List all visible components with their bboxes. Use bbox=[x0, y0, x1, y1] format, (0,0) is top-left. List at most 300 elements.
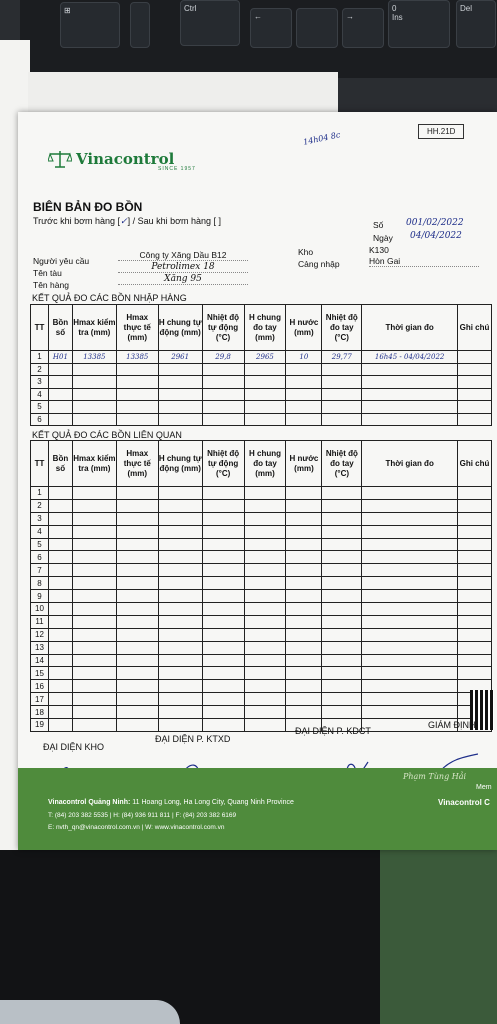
table-cell: 18 bbox=[31, 706, 49, 719]
footer-company bbox=[48, 799, 294, 806]
table-cell bbox=[322, 680, 362, 693]
table-cell bbox=[458, 667, 492, 680]
table-cell bbox=[72, 499, 116, 512]
table-cell: 15 bbox=[31, 667, 49, 680]
date-value: 04/04/2022 bbox=[410, 231, 462, 241]
table-cell bbox=[72, 590, 116, 603]
handwritten-time: 14h04 8c bbox=[302, 130, 342, 147]
goods-label: Tên hàng bbox=[33, 280, 69, 290]
table-cell bbox=[244, 590, 286, 603]
table-cell bbox=[458, 615, 492, 628]
table-cell: 29,77 bbox=[322, 351, 362, 364]
table-cell bbox=[202, 654, 244, 667]
table-cell bbox=[202, 603, 244, 616]
table-cell bbox=[286, 487, 322, 500]
table-row bbox=[31, 680, 492, 693]
col-header: Hmax thực tế (mm) bbox=[116, 441, 158, 487]
table-cell bbox=[244, 719, 286, 732]
table-cell bbox=[286, 388, 322, 401]
after-label: ] / Sau khi bơm hàng [ ] bbox=[127, 216, 222, 226]
table-cell bbox=[202, 615, 244, 628]
table-cell bbox=[362, 401, 458, 414]
table-row bbox=[31, 525, 492, 538]
footer-web: E: nvth_qn@vinacontrol.com.vn | W: www.vinacontrol.com.vn bbox=[48, 824, 225, 831]
table-header bbox=[31, 441, 492, 487]
table-cell bbox=[362, 499, 458, 512]
table-cell bbox=[458, 590, 492, 603]
table-cell: 29,8 bbox=[202, 351, 244, 364]
table-row bbox=[31, 512, 492, 525]
windows-icon: ⊞ bbox=[64, 6, 71, 15]
table-cell bbox=[286, 401, 322, 414]
table-cell bbox=[202, 667, 244, 680]
table-cell bbox=[48, 641, 72, 654]
table-cell bbox=[48, 487, 72, 500]
table-cell bbox=[116, 577, 158, 590]
table-cell bbox=[322, 603, 362, 616]
table-cell bbox=[158, 487, 202, 500]
related-tanks-table bbox=[30, 440, 492, 732]
key-label: Ins bbox=[392, 13, 403, 22]
table-cell bbox=[116, 693, 158, 706]
table-cell bbox=[72, 680, 116, 693]
col-header: Bồn số bbox=[48, 441, 72, 487]
table-row bbox=[31, 564, 492, 577]
table-cell bbox=[116, 363, 158, 376]
table-cell bbox=[322, 628, 362, 641]
table-cell bbox=[72, 401, 116, 414]
col-header: Bồn số bbox=[48, 305, 72, 351]
table-cell bbox=[457, 351, 491, 364]
table-cell: 4 bbox=[31, 388, 49, 401]
table-cell bbox=[72, 615, 116, 628]
table-cell bbox=[322, 499, 362, 512]
table-cell bbox=[116, 499, 158, 512]
table-cell bbox=[244, 551, 286, 564]
table-cell bbox=[72, 577, 116, 590]
table-cell bbox=[286, 564, 322, 577]
ship-label: Tên tàu bbox=[33, 268, 62, 278]
table-cell bbox=[202, 538, 244, 551]
col-header: H nước (mm) bbox=[286, 441, 322, 487]
table-cell bbox=[158, 628, 202, 641]
table-cell bbox=[158, 654, 202, 667]
table-cell bbox=[158, 615, 202, 628]
table-row bbox=[31, 615, 492, 628]
table-cell bbox=[116, 388, 158, 401]
table-cell: 5 bbox=[31, 401, 49, 414]
table-cell: 13385 bbox=[116, 351, 158, 364]
table-cell bbox=[457, 388, 491, 401]
table-cell bbox=[158, 590, 202, 603]
table-cell bbox=[362, 538, 458, 551]
table-cell bbox=[72, 512, 116, 525]
table-cell bbox=[158, 538, 202, 551]
table-cell bbox=[202, 680, 244, 693]
table-cell bbox=[158, 706, 202, 719]
table-cell bbox=[116, 719, 158, 732]
table-cell bbox=[362, 525, 458, 538]
table-cell bbox=[202, 641, 244, 654]
table-cell bbox=[362, 654, 458, 667]
table-cell bbox=[362, 628, 458, 641]
table-row bbox=[31, 538, 492, 551]
sig-gd-label: GIÁM ĐỊNH bbox=[428, 720, 476, 730]
table-cell bbox=[458, 603, 492, 616]
table-row bbox=[31, 719, 492, 732]
table-cell bbox=[244, 512, 286, 525]
table-cell bbox=[286, 603, 322, 616]
table-cell bbox=[322, 487, 362, 500]
table-row bbox=[31, 551, 492, 564]
table-cell bbox=[116, 706, 158, 719]
table-cell bbox=[202, 512, 244, 525]
table-cell bbox=[48, 628, 72, 641]
table-cell bbox=[72, 487, 116, 500]
table-cell bbox=[116, 376, 158, 389]
table-cell bbox=[116, 487, 158, 500]
table-cell bbox=[362, 487, 458, 500]
so-value: 001/02/2022 bbox=[406, 218, 464, 228]
col-header: Thời gian đo bbox=[362, 305, 458, 351]
table-cell bbox=[158, 499, 202, 512]
table-cell bbox=[72, 551, 116, 564]
table-cell bbox=[362, 680, 458, 693]
table-row bbox=[31, 487, 492, 500]
table-cell bbox=[202, 628, 244, 641]
table-row bbox=[31, 401, 492, 414]
table-row bbox=[31, 654, 492, 667]
table-cell bbox=[48, 693, 72, 706]
table-row bbox=[31, 693, 492, 706]
table-cell: 16 bbox=[31, 680, 49, 693]
date-label: Ngày bbox=[373, 233, 393, 243]
table-cell bbox=[158, 363, 202, 376]
object-bag bbox=[0, 1000, 180, 1024]
table-row bbox=[31, 628, 492, 641]
brand-since: SINCE 1957 bbox=[158, 166, 196, 172]
check-mark: ✓ bbox=[120, 217, 128, 227]
table-cell: 2 bbox=[31, 499, 49, 512]
table-cell bbox=[72, 538, 116, 551]
table-cell bbox=[158, 551, 202, 564]
table-cell bbox=[116, 603, 158, 616]
table-row bbox=[31, 667, 492, 680]
table-cell bbox=[48, 654, 72, 667]
table-cell bbox=[244, 525, 286, 538]
table-cell bbox=[202, 693, 244, 706]
table-cell bbox=[457, 413, 491, 426]
col-header: H chung tự động (mm) bbox=[158, 305, 202, 351]
table-cell bbox=[48, 615, 72, 628]
table-cell bbox=[72, 719, 116, 732]
table-cell bbox=[48, 363, 72, 376]
table-cell bbox=[116, 667, 158, 680]
table-row bbox=[31, 499, 492, 512]
table-cell bbox=[286, 654, 322, 667]
table-cell bbox=[458, 577, 492, 590]
table-cell bbox=[72, 388, 116, 401]
table-cell bbox=[202, 551, 244, 564]
footer-address: 11 Hoang Long, Ha Long City, Quang Ninh Province bbox=[132, 799, 294, 806]
table-cell bbox=[322, 693, 362, 706]
table-cell: 17 bbox=[31, 693, 49, 706]
table-cell bbox=[286, 693, 322, 706]
table-cell bbox=[322, 363, 362, 376]
table-cell bbox=[158, 603, 202, 616]
table-cell bbox=[362, 512, 458, 525]
table-cell bbox=[362, 693, 458, 706]
table-cell bbox=[202, 376, 244, 389]
col-header: Nhiệt độ đo tay (°C) bbox=[322, 441, 362, 487]
table-cell: 13385 bbox=[72, 351, 116, 364]
table-cell: 3 bbox=[31, 376, 49, 389]
table-cell bbox=[286, 590, 322, 603]
table-cell bbox=[322, 512, 362, 525]
table-cell bbox=[286, 577, 322, 590]
table-cell bbox=[72, 363, 116, 376]
table-cell bbox=[286, 538, 322, 551]
table-cell bbox=[116, 401, 158, 414]
requester-label: Người yêu cầu bbox=[33, 256, 90, 266]
table-cell bbox=[458, 564, 492, 577]
table-cell bbox=[322, 706, 362, 719]
table-cell bbox=[286, 363, 322, 376]
col-header: H nước (mm) bbox=[286, 305, 322, 351]
table-cell bbox=[158, 525, 202, 538]
table-cell bbox=[202, 525, 244, 538]
table-cell: 1 bbox=[31, 351, 49, 364]
table-cell bbox=[202, 363, 244, 376]
section-related-tanks: KẾT QUẢ ĐO CÁC BỒN LIÊN QUAN bbox=[32, 430, 182, 440]
table-cell bbox=[244, 388, 286, 401]
sig-kdct-label: ĐẠI DIỆN P. KDCT bbox=[295, 726, 371, 736]
table-cell bbox=[362, 413, 458, 426]
scale-icon bbox=[48, 150, 72, 168]
table-cell bbox=[48, 551, 72, 564]
key bbox=[342, 8, 384, 48]
table-cell bbox=[286, 680, 322, 693]
table-cell bbox=[286, 512, 322, 525]
ctrl-key bbox=[180, 0, 240, 46]
table-cell: 12 bbox=[31, 628, 49, 641]
table-cell bbox=[322, 376, 362, 389]
table-cell bbox=[244, 706, 286, 719]
table-cell bbox=[158, 512, 202, 525]
before-label: Trước khi bơm hàng [ bbox=[33, 216, 121, 226]
table-cell bbox=[116, 628, 158, 641]
table-cell bbox=[244, 499, 286, 512]
table-cell bbox=[457, 401, 491, 414]
table-cell bbox=[48, 401, 72, 414]
table-cell bbox=[322, 577, 362, 590]
table-cell bbox=[158, 564, 202, 577]
table-cell bbox=[244, 487, 286, 500]
table-cell bbox=[72, 693, 116, 706]
table-cell bbox=[48, 564, 72, 577]
table-cell bbox=[362, 577, 458, 590]
table-cell bbox=[286, 667, 322, 680]
table-cell bbox=[48, 680, 72, 693]
table-cell bbox=[244, 401, 286, 414]
object-green bbox=[380, 840, 497, 1024]
table-cell bbox=[202, 388, 244, 401]
table-row bbox=[31, 351, 492, 364]
table-cell bbox=[244, 577, 286, 590]
table-header bbox=[31, 305, 492, 351]
table-cell: 2 bbox=[31, 363, 49, 376]
table-cell: 9 bbox=[31, 590, 49, 603]
table-cell bbox=[322, 401, 362, 414]
table-cell bbox=[202, 499, 244, 512]
pump-status bbox=[33, 216, 221, 227]
table-cell bbox=[322, 538, 362, 551]
footer-company-name: Vinacontrol Quảng Ninh: bbox=[48, 799, 131, 806]
section-import-tanks: KẾT QUẢ ĐO CÁC BỒN NHẬP HÀNG bbox=[32, 293, 187, 303]
table-cell bbox=[458, 551, 492, 564]
table-cell bbox=[244, 376, 286, 389]
table-cell bbox=[244, 564, 286, 577]
table-row bbox=[31, 413, 492, 426]
kho-value: K130 bbox=[369, 245, 389, 255]
table-cell: 14 bbox=[31, 654, 49, 667]
table-cell: 2961 bbox=[158, 351, 202, 364]
table-cell bbox=[244, 603, 286, 616]
table-cell bbox=[244, 615, 286, 628]
table-cell bbox=[116, 680, 158, 693]
table-cell bbox=[48, 590, 72, 603]
table-cell bbox=[116, 525, 158, 538]
table-cell bbox=[322, 615, 362, 628]
table-cell bbox=[202, 401, 244, 414]
key-label: → bbox=[346, 12, 354, 21]
table-cell bbox=[458, 487, 492, 500]
table-cell bbox=[362, 564, 458, 577]
table-cell bbox=[458, 628, 492, 641]
key-label: Ctrl bbox=[184, 4, 197, 13]
table-row bbox=[31, 706, 492, 719]
col-header: H chung đo tay (mm) bbox=[244, 441, 286, 487]
table-cell bbox=[322, 551, 362, 564]
table-cell: 3 bbox=[31, 512, 49, 525]
table-cell bbox=[202, 413, 244, 426]
table-cell bbox=[362, 363, 458, 376]
table-cell bbox=[362, 706, 458, 719]
ins-key bbox=[388, 0, 450, 48]
table-cell bbox=[158, 376, 202, 389]
table-cell bbox=[244, 654, 286, 667]
sig-kho-label: ĐẠI DIỆN KHO bbox=[43, 742, 105, 752]
table-row bbox=[31, 577, 492, 590]
table-cell bbox=[48, 388, 72, 401]
table-cell bbox=[362, 376, 458, 389]
sig-ktxd-label: ĐẠI DIỆN P. KTXD bbox=[155, 734, 231, 744]
col-header: Ghi chú bbox=[457, 305, 491, 351]
table-cell bbox=[244, 641, 286, 654]
table-cell: 10 bbox=[286, 351, 322, 364]
table-cell bbox=[158, 641, 202, 654]
table-cell bbox=[362, 590, 458, 603]
table-cell bbox=[202, 719, 244, 732]
port-value: Hòn Gai bbox=[369, 256, 479, 267]
table-row bbox=[31, 590, 492, 603]
key-label: ← bbox=[254, 12, 262, 21]
table-cell bbox=[244, 413, 286, 426]
key bbox=[130, 2, 150, 48]
table-cell bbox=[72, 413, 116, 426]
footer-phones: T: (84) 203 382 5535 | H: (84) 936 911 811 | F: (84) 203 382 6169 bbox=[48, 812, 237, 819]
port-label: Cảng nhập bbox=[298, 259, 340, 269]
col-header: H chung đo tay (mm) bbox=[244, 305, 286, 351]
requester-value: Công ty Xăng Dầu B12 bbox=[118, 250, 248, 261]
col-header: TT bbox=[31, 305, 49, 351]
col-header: Hmax thực tế (mm) bbox=[116, 305, 158, 351]
table-cell bbox=[458, 512, 492, 525]
table-cell: H01 bbox=[48, 351, 72, 364]
table-cell bbox=[322, 525, 362, 538]
table-cell bbox=[202, 564, 244, 577]
table-cell: 5 bbox=[31, 538, 49, 551]
table-row bbox=[31, 388, 492, 401]
table-cell bbox=[116, 512, 158, 525]
table-cell bbox=[48, 512, 72, 525]
key bbox=[296, 8, 338, 48]
table-cell: 7 bbox=[31, 564, 49, 577]
table-cell bbox=[362, 667, 458, 680]
table-cell: 6 bbox=[31, 413, 49, 426]
vinacontrol-logo bbox=[48, 150, 174, 168]
table-cell bbox=[116, 654, 158, 667]
col-header: TT bbox=[31, 441, 49, 487]
table-cell bbox=[458, 538, 492, 551]
table-cell: 19 bbox=[31, 719, 49, 732]
table-cell bbox=[244, 363, 286, 376]
table-cell bbox=[244, 693, 286, 706]
table-cell bbox=[244, 680, 286, 693]
table-cell bbox=[72, 525, 116, 538]
table-cell bbox=[286, 499, 322, 512]
table-cell bbox=[48, 525, 72, 538]
table-cell: 13 bbox=[31, 641, 49, 654]
table-cell bbox=[244, 628, 286, 641]
goods-value: Xăng 95 bbox=[118, 274, 248, 285]
table-cell bbox=[202, 590, 244, 603]
col-header: Thời gian đo bbox=[362, 441, 458, 487]
col-header: Hmax kiểm tra (mm) bbox=[72, 441, 116, 487]
table-cell: 16h45 - 04/04/2022 bbox=[362, 351, 458, 364]
table-cell bbox=[72, 603, 116, 616]
table-cell: 8 bbox=[31, 577, 49, 590]
table-cell bbox=[322, 590, 362, 603]
footer-right-brand: Vinacontrol C bbox=[438, 798, 490, 807]
keyboard bbox=[20, 0, 497, 78]
table-row bbox=[31, 641, 492, 654]
table-cell bbox=[322, 667, 362, 680]
table-cell bbox=[322, 388, 362, 401]
table-cell bbox=[158, 413, 202, 426]
so-label: Số bbox=[373, 220, 384, 230]
table-cell bbox=[48, 538, 72, 551]
table-cell bbox=[286, 615, 322, 628]
table-cell: 1 bbox=[31, 487, 49, 500]
table-cell bbox=[286, 706, 322, 719]
table-cell bbox=[158, 401, 202, 414]
table-cell bbox=[286, 525, 322, 538]
key bbox=[250, 8, 292, 48]
table-cell bbox=[158, 693, 202, 706]
table-cell bbox=[457, 363, 491, 376]
table-cell bbox=[116, 551, 158, 564]
